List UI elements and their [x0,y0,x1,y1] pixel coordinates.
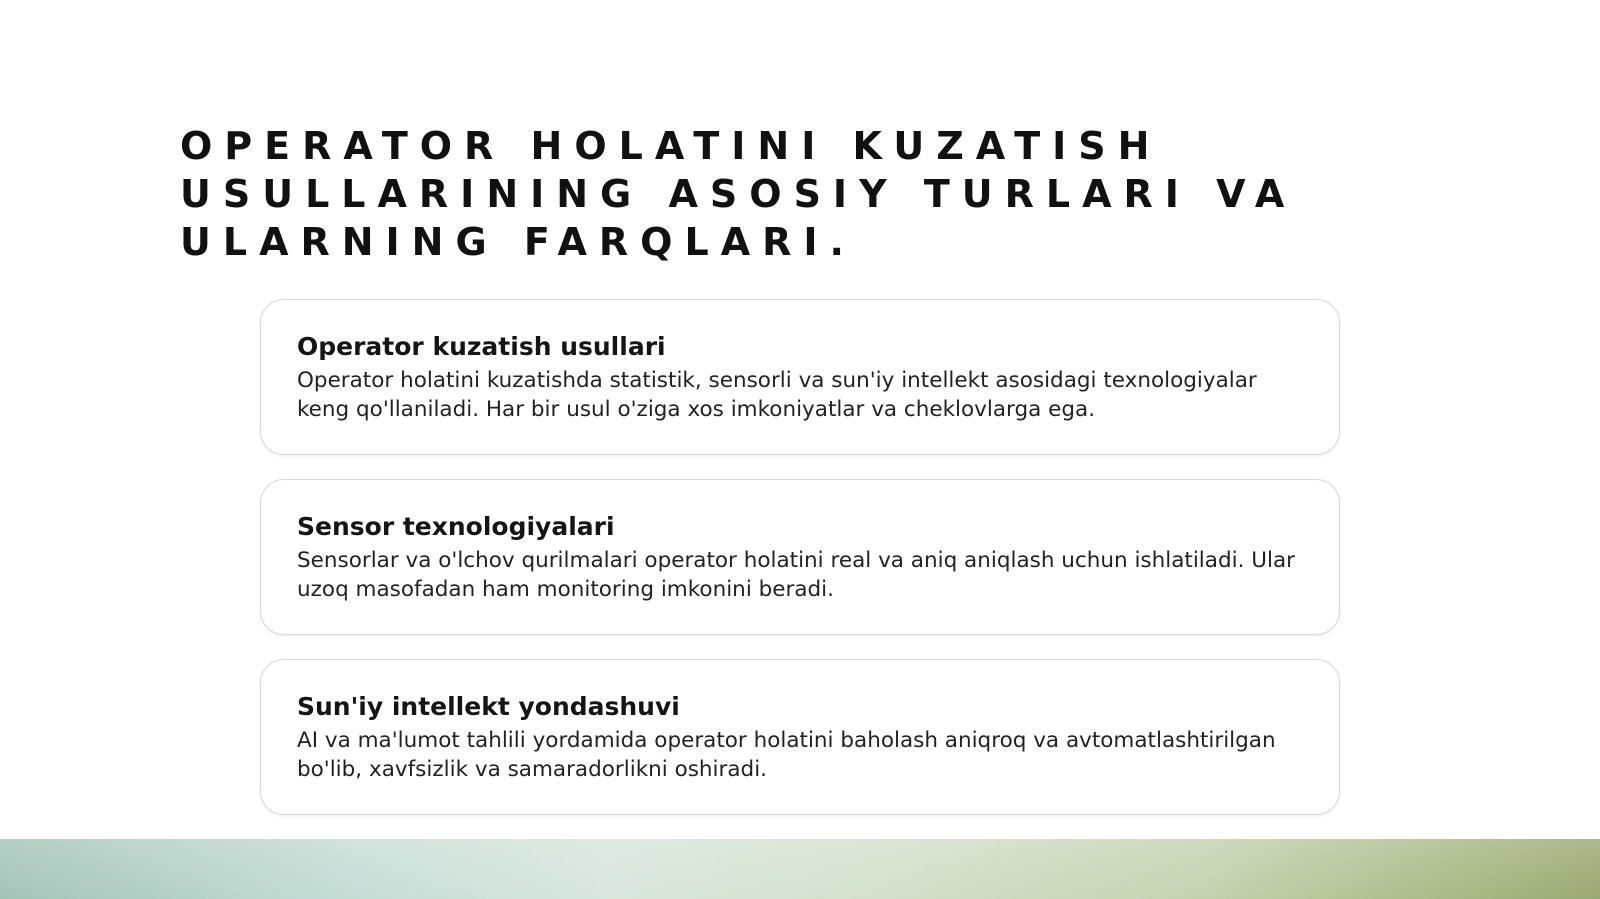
card-ai-approach [260,659,1340,815]
card-heading: Sun'iy intellekt yondashuvi [297,692,680,721]
card-text: Sensorlar va o'lchov qurilmalari operator holatini real va aniq aniqlash uchun ishlatiladi. Ular uzoq masofadan ham monitoring imkonini beradi. [297,548,1295,602]
card-sensor-technologies [260,479,1340,635]
card-heading: Operator kuzatish usullari [297,332,666,361]
card-list [260,299,1340,839]
slide-title: OPERATOR HOLATINI KUZATISH USULLARINING ASOSIY TURLARI VA ULARNING FARQLARI. [180,124,1297,264]
card-heading: Sensor texnologiyalari [297,512,615,541]
card-operator-monitoring-methods [260,299,1340,455]
card-text: AI va ma'lumot tahlili yordamida operator holatini baholash aniqroq va avtomatlashtirilgan bo'lib, xavfsizlik va samaradorlikni oshiradi. [297,728,1276,782]
decorative-bottom-strip [0,839,1600,899]
card-text: Operator holatini kuzatishda statistik, sensorli va sun'iy intellekt asosidagi texnologiyalar keng qo'llaniladi. Har bir usul o'ziga xos imkoniyatlar va cheklovlarga ega. [297,368,1257,422]
